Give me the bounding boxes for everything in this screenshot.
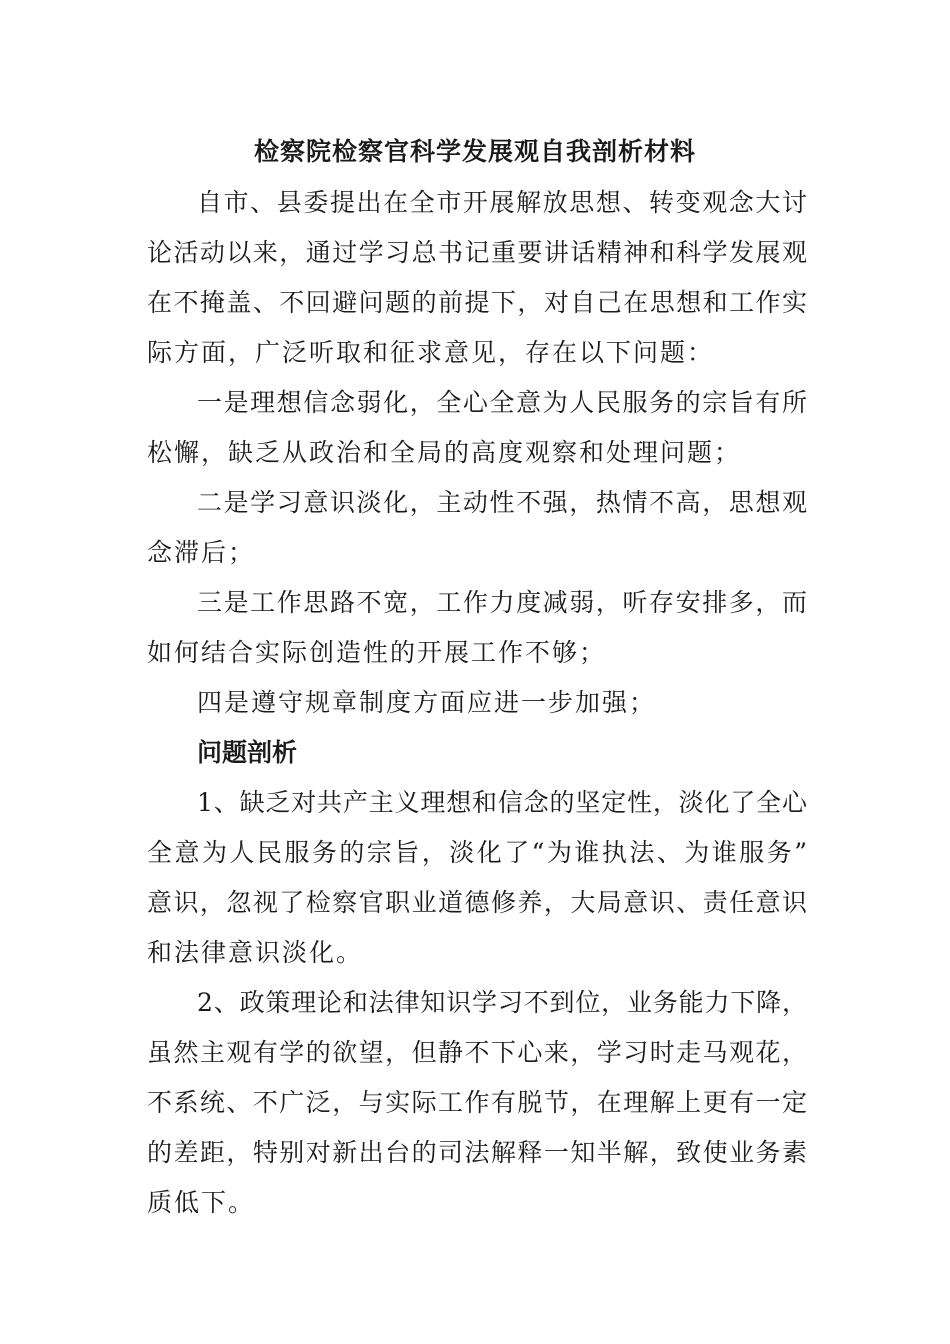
analysis-1-line-2: 全意为人民服务的宗旨，淡化了“为谁执法、为谁服务”: [147, 838, 807, 867]
analysis-heading: 问题剖析: [197, 738, 298, 767]
problem-1-line-1: 一是理想信念弱化，全心全意为人民服务的宗旨有所: [197, 388, 807, 417]
analysis-1-line-1: 1、缺乏对共产主义理想和信念的坚定性，淡化了全心: [197, 788, 807, 817]
problem-1-line-2: 松懈，缺乏从政治和全局的高度观察和处理问题；: [147, 438, 742, 467]
analysis-2-line-1: 2、政策理论和法律知识学习不到位，业务能力下降，: [197, 988, 807, 1017]
analysis-2-line-3: 不系统、不广泛，与实际工作有脱节，在理解上更有一定: [147, 1088, 807, 1117]
problem-3-line-1: 三是工作思路不宽，工作力度减弱，听存安排多，而: [197, 588, 807, 617]
intro-line-3: 在不掩盖、不回避问题的前提下，对自己在思想和工作实: [147, 288, 807, 317]
intro-line-2: 论活动以来，通过学习总书记重要讲话精神和科学发展观: [147, 238, 807, 267]
intro-line-1: 自市、县委提出在全市开展解放思想、转变观念大讨: [197, 188, 807, 217]
analysis-1-line-3: 意识，忽视了检察官职业道德修养，大局意识、责任意识: [147, 888, 807, 917]
problem-2-line-1: 二是学习意识淡化，主动性不强，热情不高，思想观: [197, 488, 807, 517]
problem-2-line-2: 念滞后；: [147, 538, 256, 567]
problem-3-line-2: 如何结合实际创造性的开展工作不够；: [147, 638, 607, 667]
analysis-2-line-2: 虽然主观有学的欲望，但静不下心来，学习时走马观花，: [147, 1038, 807, 1067]
analysis-2-line-4: 的差距，特别对新出台的司法解释一知半解，致使业务素: [147, 1138, 807, 1167]
document-title: 检察院检察官科学发展观自我剖析材料: [253, 137, 696, 166]
analysis-2-line-5: 质低下。: [147, 1188, 256, 1217]
analysis-1-line-4: 和法律意识淡化。: [147, 938, 364, 967]
problem-4-line-1: 四是遵守规章制度方面应进一步加强；: [197, 688, 657, 717]
intro-line-4: 际方面，广泛听取和征求意见，存在以下问题：: [147, 338, 715, 367]
